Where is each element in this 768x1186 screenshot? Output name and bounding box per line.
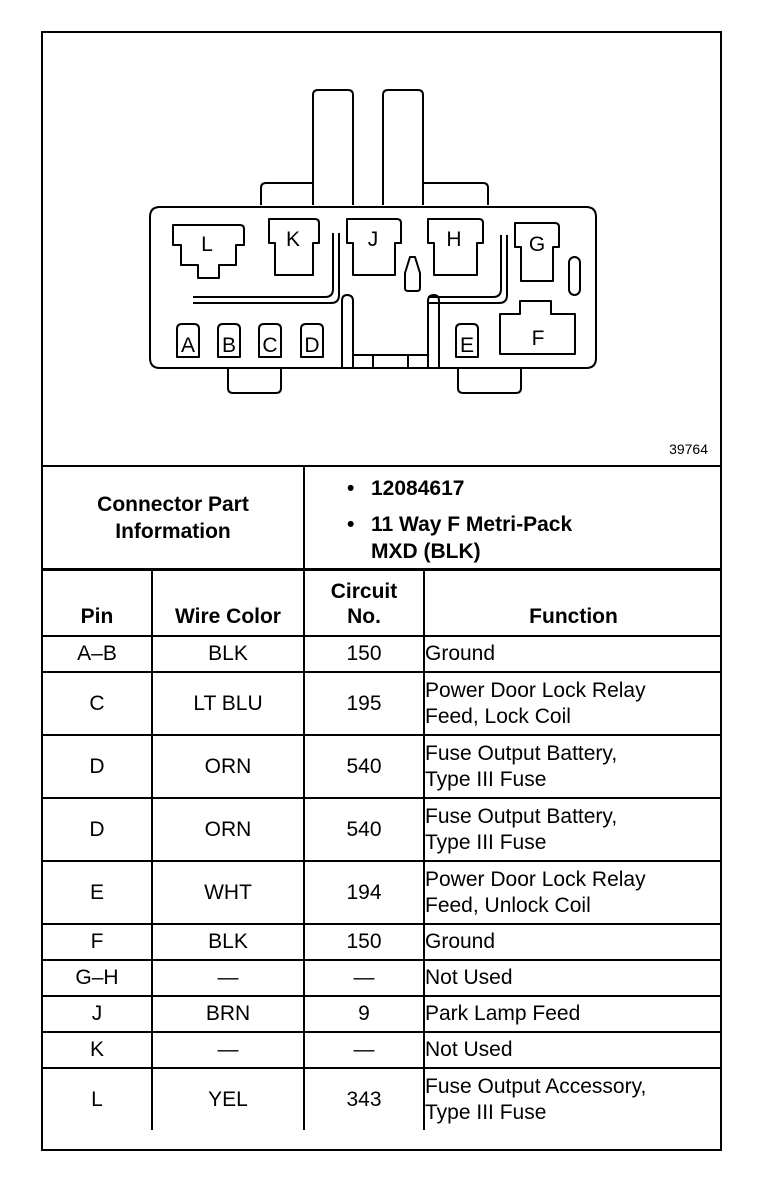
cell-function xyxy=(424,735,722,798)
table-row xyxy=(43,924,722,960)
cell-pin: A–B xyxy=(43,636,152,672)
function-line2: Feed, Unlock Coil xyxy=(425,893,591,917)
function-line1: Power Door Lock Relay xyxy=(425,678,646,702)
cell-pin: G–H xyxy=(43,960,152,996)
figure-id: 39764 xyxy=(669,441,708,457)
cell-function xyxy=(424,960,722,996)
cell-circuit: 150 xyxy=(304,924,424,960)
connector-info-list xyxy=(343,475,572,574)
function-line1: Fuse Output Battery, xyxy=(425,804,618,828)
info-label-line1: Connector Part xyxy=(97,492,249,516)
cell-function xyxy=(424,861,722,924)
table-row xyxy=(43,960,722,996)
cell-circuit: — xyxy=(304,960,424,996)
connector-sheet xyxy=(41,31,722,1151)
table-row xyxy=(43,996,722,1032)
function-line2: Feed, Lock Coil xyxy=(425,704,571,728)
description-line2: MXD (BLK) xyxy=(371,540,481,563)
cell-pin: D xyxy=(43,798,152,861)
cell-function xyxy=(424,672,722,735)
part-number-text: 12084617 xyxy=(371,477,465,500)
cell-wire-color: BLK xyxy=(152,924,304,960)
pin-label-a: A xyxy=(180,334,196,357)
cell-wire-color: BLK xyxy=(152,636,304,672)
function-line2: Type III Fuse xyxy=(425,1100,547,1124)
connector-info xyxy=(43,467,720,570)
cell-function xyxy=(424,996,722,1032)
pin-table-header xyxy=(43,570,722,636)
cell-function xyxy=(424,636,722,672)
table-row xyxy=(43,735,722,798)
pin-label-e: E xyxy=(459,334,475,357)
function-line1: Not Used xyxy=(425,966,513,989)
cell-pin: C xyxy=(43,672,152,735)
cell-circuit: 194 xyxy=(304,861,424,924)
header-circuit-line2: No. xyxy=(347,605,381,628)
cell-circuit: 540 xyxy=(304,735,424,798)
function-line2: Type III Fuse xyxy=(425,830,547,854)
header-wire-color: Wire Color xyxy=(152,570,304,636)
pin-label-j: J xyxy=(367,228,379,251)
cell-wire-color: — xyxy=(152,960,304,996)
cell-function xyxy=(424,798,722,861)
header-function: Function xyxy=(424,570,722,636)
table-row xyxy=(43,1068,722,1130)
pin-table xyxy=(43,569,722,1130)
function-line1: Park Lamp Feed xyxy=(425,1002,581,1025)
connector-info-label xyxy=(43,467,305,568)
connector-description xyxy=(343,511,572,565)
table-row xyxy=(43,861,722,924)
cell-function xyxy=(424,924,722,960)
table-row xyxy=(43,1032,722,1068)
function-line1: Power Door Lock Relay xyxy=(425,867,646,891)
cell-wire-color: ORN xyxy=(152,735,304,798)
pin-label-h: H xyxy=(446,228,462,251)
pin-label-f: F xyxy=(531,327,545,350)
pin-label-k: K xyxy=(285,228,301,251)
cell-circuit: 150 xyxy=(304,636,424,672)
pin-label-l: L xyxy=(201,233,213,256)
function-line1: Fuse Output Accessory, xyxy=(425,1074,647,1098)
cell-circuit: — xyxy=(304,1032,424,1068)
cell-pin: F xyxy=(43,924,152,960)
header-circuit-line1: Circuit xyxy=(330,580,398,603)
connector-figure xyxy=(43,33,720,467)
cell-circuit: 9 xyxy=(304,996,424,1032)
cell-pin: D xyxy=(43,735,152,798)
cell-circuit: 540 xyxy=(304,798,424,861)
function-line1: Ground xyxy=(425,642,496,665)
cell-wire-color: YEL xyxy=(152,1068,304,1130)
cell-function xyxy=(424,1032,722,1068)
pin-label-d: D xyxy=(304,334,320,357)
header-circuit-no xyxy=(304,570,424,636)
cell-pin: K xyxy=(43,1032,152,1068)
connector-face-drawing xyxy=(43,33,720,465)
cell-wire-color: LT BLU xyxy=(152,672,304,735)
function-line1: Fuse Output Battery, xyxy=(425,741,618,765)
pin-label-g: G xyxy=(528,233,546,256)
cell-wire-color: BRN xyxy=(152,996,304,1032)
function-line1: Ground xyxy=(425,930,496,953)
info-label-line2: Information xyxy=(115,519,231,543)
part-number xyxy=(343,475,572,502)
header-pin: Pin xyxy=(43,570,152,636)
table-row xyxy=(43,636,722,672)
pin-label-b: B xyxy=(221,334,237,357)
cell-circuit: 343 xyxy=(304,1068,424,1130)
pin-label-c: C xyxy=(262,334,278,357)
cell-pin: L xyxy=(43,1068,152,1130)
cell-wire-color: WHT xyxy=(152,861,304,924)
cell-wire-color: — xyxy=(152,1032,304,1068)
table-row xyxy=(43,798,722,861)
cell-circuit: 195 xyxy=(304,672,424,735)
function-line1: Not Used xyxy=(425,1038,513,1061)
table-row xyxy=(43,672,722,735)
cell-wire-color: ORN xyxy=(152,798,304,861)
cell-pin: J xyxy=(43,996,152,1032)
cell-function xyxy=(424,1068,722,1130)
function-line2: Type III Fuse xyxy=(425,767,547,791)
description-line1: 11 Way F Metri-Pack xyxy=(371,513,573,536)
cell-pin: E xyxy=(43,861,152,924)
